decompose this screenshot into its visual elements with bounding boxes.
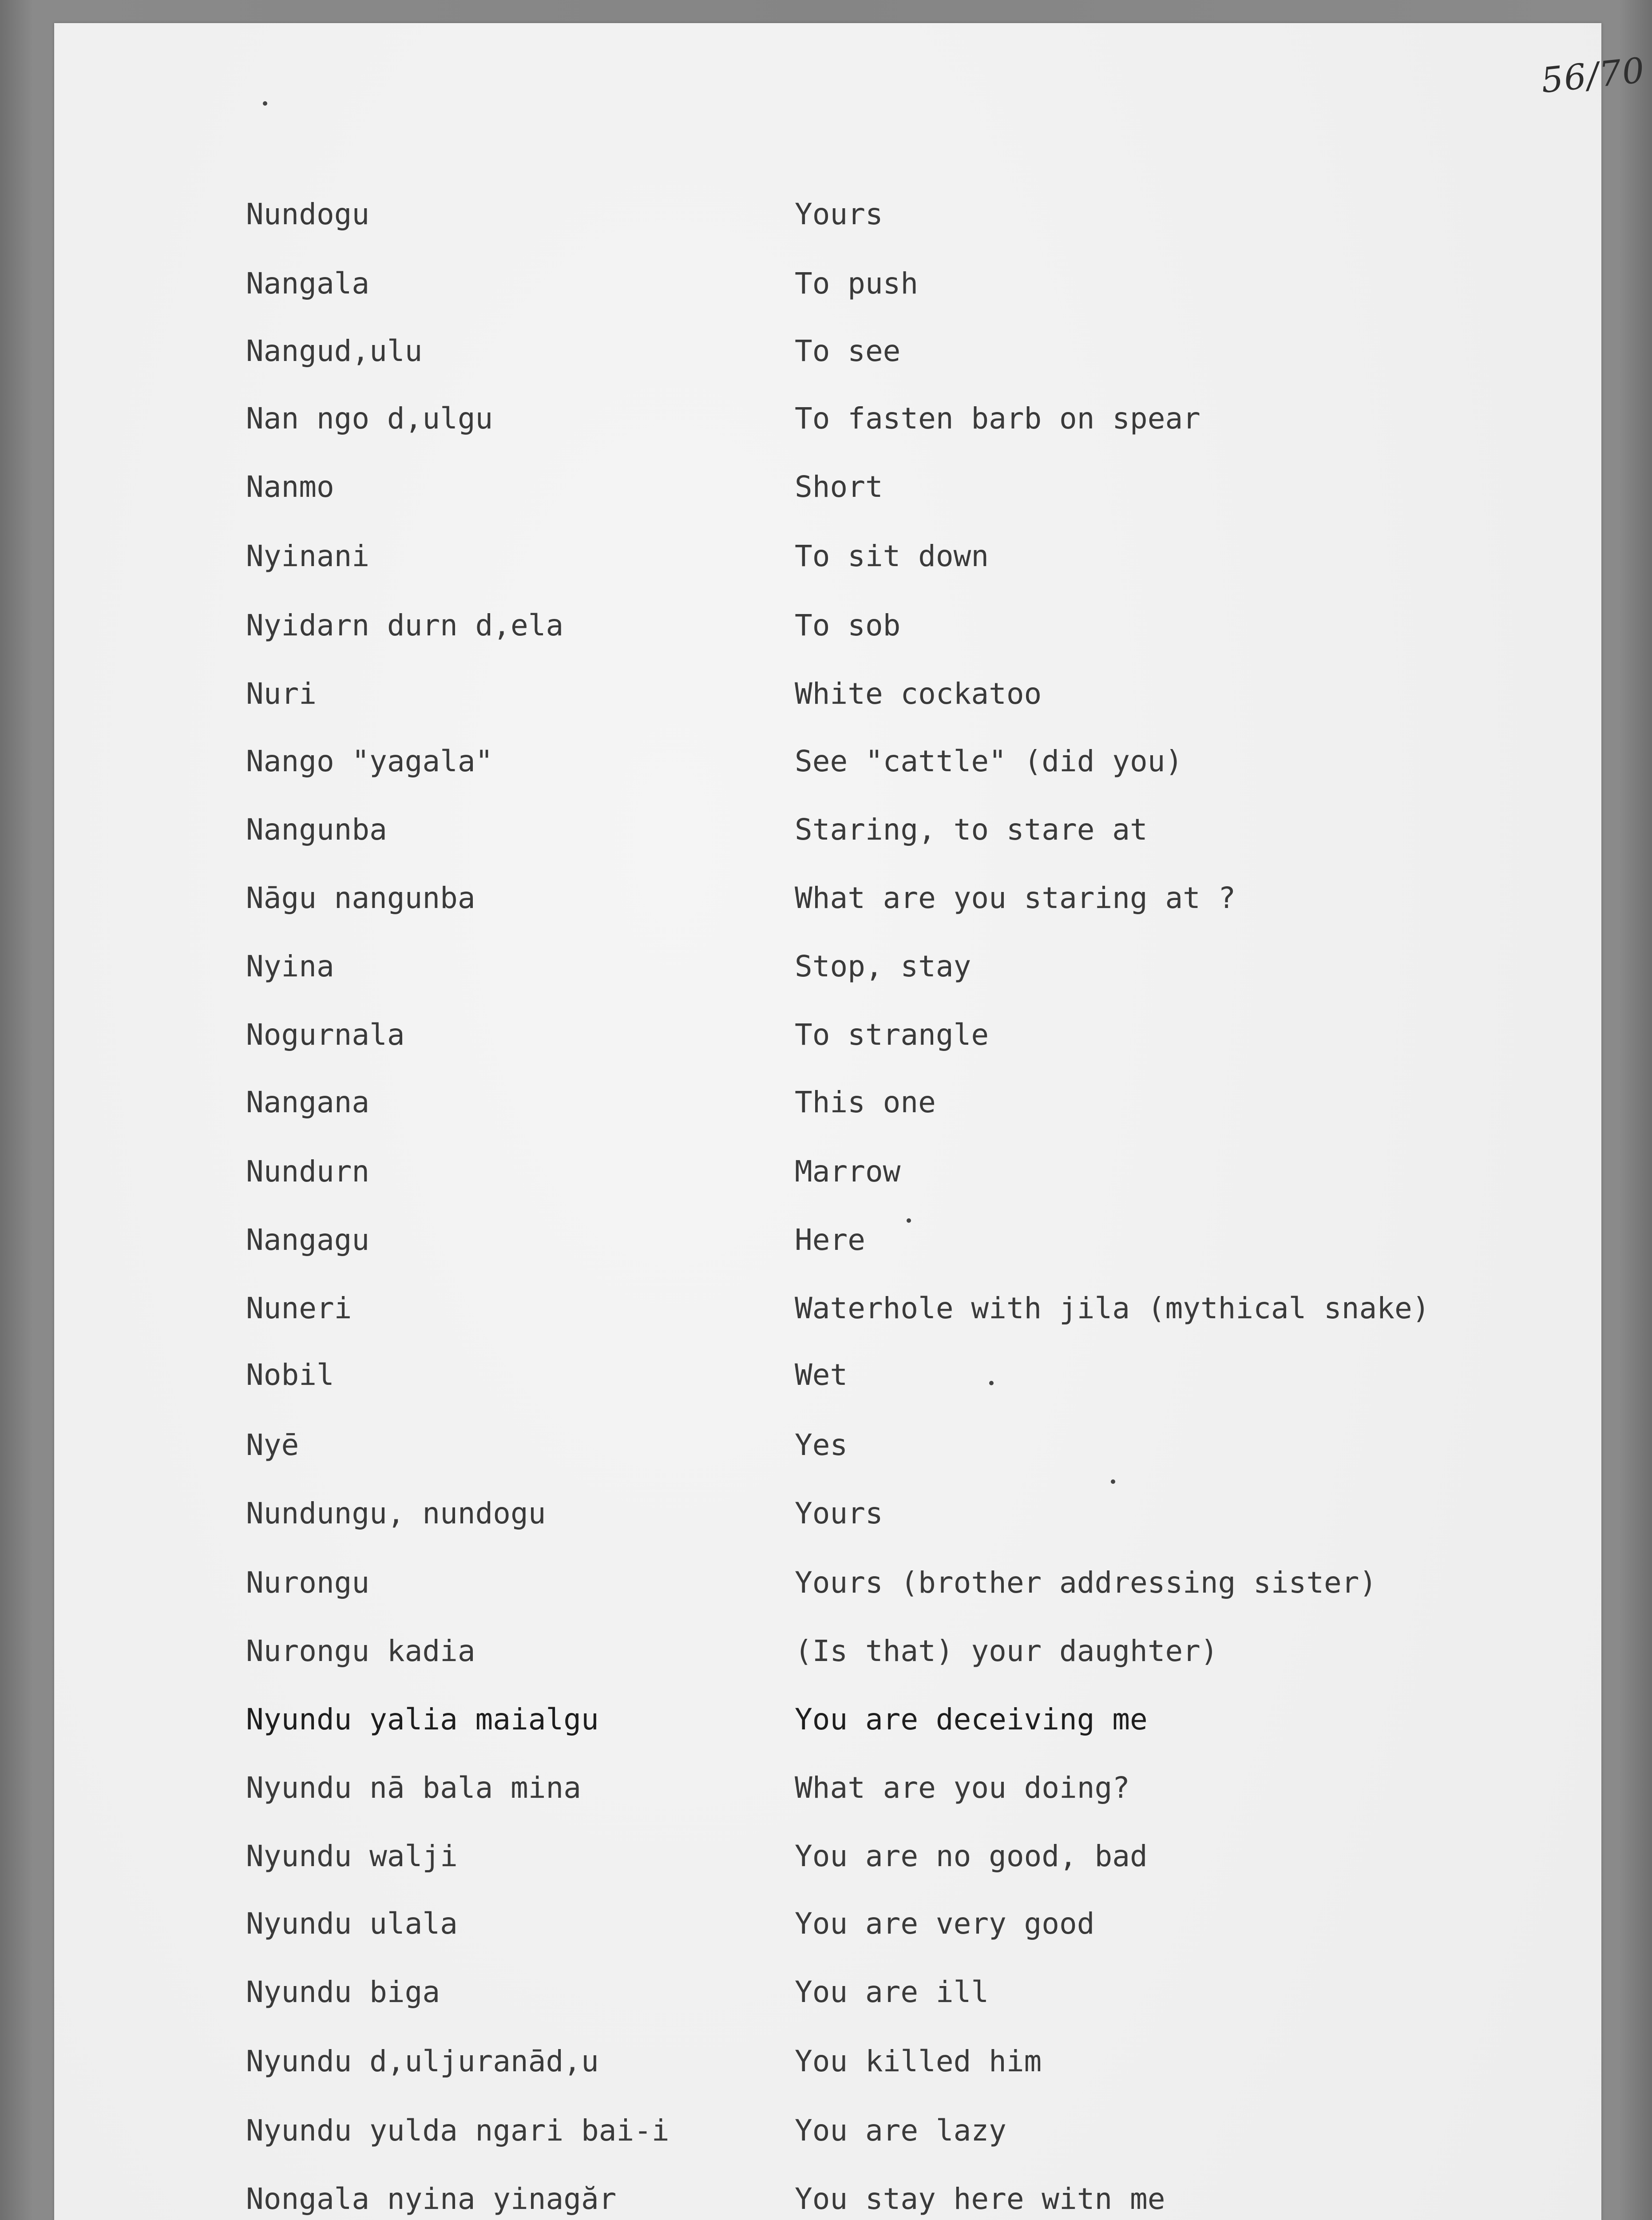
list-item (54, 1496, 1601, 1545)
paper-speck (989, 1381, 994, 1385)
gloss: Wet (795, 1358, 848, 1392)
list-item (54, 401, 1601, 450)
list-item (54, 334, 1601, 383)
gloss: Waterhole with jila (mythical snake) (795, 1291, 1430, 1325)
term: Nundungu, nundogu (246, 1496, 546, 1530)
term: Nyundu yulda ngari bai-i (246, 2113, 670, 2148)
gloss: You are no good, bad (795, 1839, 1148, 1873)
vocabulary-list (54, 23, 1601, 2220)
term: Nuri (246, 677, 317, 711)
term: Nyundu walji (246, 1839, 458, 1873)
list-item (54, 1907, 1601, 1955)
list-item (54, 539, 1601, 588)
gloss: You killed him (795, 2044, 1042, 2078)
term: Nango "yagala" (246, 744, 493, 778)
list-item (54, 1154, 1601, 1203)
document-page (54, 23, 1647, 2220)
gloss: What are you staring at ? (795, 881, 1236, 915)
term: Nyina (246, 949, 334, 983)
gloss: Short (795, 470, 883, 504)
term: Nogurnala (246, 1018, 405, 1052)
list-item (54, 1291, 1601, 1340)
paper-speck (907, 1218, 911, 1223)
paper-speck (263, 101, 267, 106)
term: Nuneri (246, 1291, 352, 1325)
term: Nyidarn durn d,ela (246, 608, 564, 642)
gloss: See "cattle" (did you) (795, 744, 1183, 778)
gloss: To sob (795, 608, 901, 642)
gloss: You are deceiving me (795, 1702, 1148, 1736)
term: Nobil (246, 1358, 334, 1392)
gloss: Yes (795, 1428, 848, 1462)
gloss: Here (795, 1223, 865, 1257)
list-item (54, 1223, 1601, 1272)
term: Nyundu biga (246, 1975, 440, 2009)
list-item (54, 608, 1601, 657)
list-item (54, 1085, 1601, 1134)
term: Nyē (246, 1428, 299, 1462)
list-item (54, 1839, 1601, 1888)
term: Nangunba (246, 813, 387, 847)
list-item (54, 1634, 1601, 1683)
term: Nundogu (246, 197, 370, 231)
term: Nundurn (246, 1154, 370, 1189)
gloss: Yours (795, 197, 883, 231)
term: Nyundu ulala (246, 1907, 458, 1941)
list-item (54, 881, 1601, 930)
list-item (54, 677, 1601, 725)
folio-number: 56/70 (1539, 50, 1647, 101)
gloss: This one (795, 1085, 936, 1119)
gloss: To strangle (795, 1018, 989, 1052)
list-item (54, 197, 1601, 246)
gloss: Stop, stay (795, 949, 971, 983)
term: Nyinani (246, 539, 370, 573)
list-item (54, 1771, 1601, 1820)
list-item (54, 1428, 1601, 1477)
paper-speck (1111, 1479, 1115, 1484)
gloss: To see (795, 334, 901, 368)
term: Nurongu (246, 1566, 370, 1600)
term: Nāgu nangunba (246, 881, 475, 915)
list-item (54, 1975, 1601, 2024)
gloss: Yours (795, 1496, 883, 1530)
gloss: Staring, to stare at (795, 813, 1148, 847)
term: Nyundu yalia maialgu (246, 1702, 599, 1736)
list-item (54, 266, 1601, 315)
gloss: You stay here witn me (795, 2182, 1165, 2216)
gloss: To fasten barb on spear (795, 401, 1200, 436)
gloss: What are you doing? (795, 1771, 1130, 1805)
list-item (54, 1702, 1601, 1751)
term: Nan ngo d,ulgu (246, 401, 493, 436)
gloss: You are very good (795, 1907, 1095, 1941)
list-item (54, 2182, 1601, 2220)
gloss: White cockatoo (795, 677, 1042, 711)
list-item (54, 470, 1601, 519)
gloss: To sit down (795, 539, 989, 573)
gloss: You are ill (795, 1975, 989, 2009)
gloss: Yours (brother addressing sister) (795, 1566, 1377, 1600)
term: Nurongu kadia (246, 1634, 475, 1668)
list-item (54, 1018, 1601, 1066)
term: Nyundu d,uljuranād,u (246, 2044, 599, 2078)
term: Nangud,ulu (246, 334, 423, 368)
term: Nangana (246, 1085, 370, 1119)
gloss: You are lazy (795, 2113, 1006, 2148)
list-item (54, 1358, 1601, 1407)
list-item (54, 1566, 1601, 1614)
list-item (54, 813, 1601, 861)
list-item (54, 2044, 1601, 2093)
gloss: (Is that) your daughter) (795, 1634, 1218, 1668)
term: Nyundu nā bala mina (246, 1771, 581, 1805)
list-item (54, 2113, 1601, 2162)
list-item (54, 949, 1601, 998)
list-item (54, 744, 1601, 793)
gloss: To push (795, 266, 919, 301)
gloss: Marrow (795, 1154, 901, 1189)
term: Nangagu (246, 1223, 370, 1257)
term: Nongala nyina yinagăr (246, 2182, 617, 2216)
term: Nangala (246, 266, 370, 301)
term: Nanmo (246, 470, 334, 504)
